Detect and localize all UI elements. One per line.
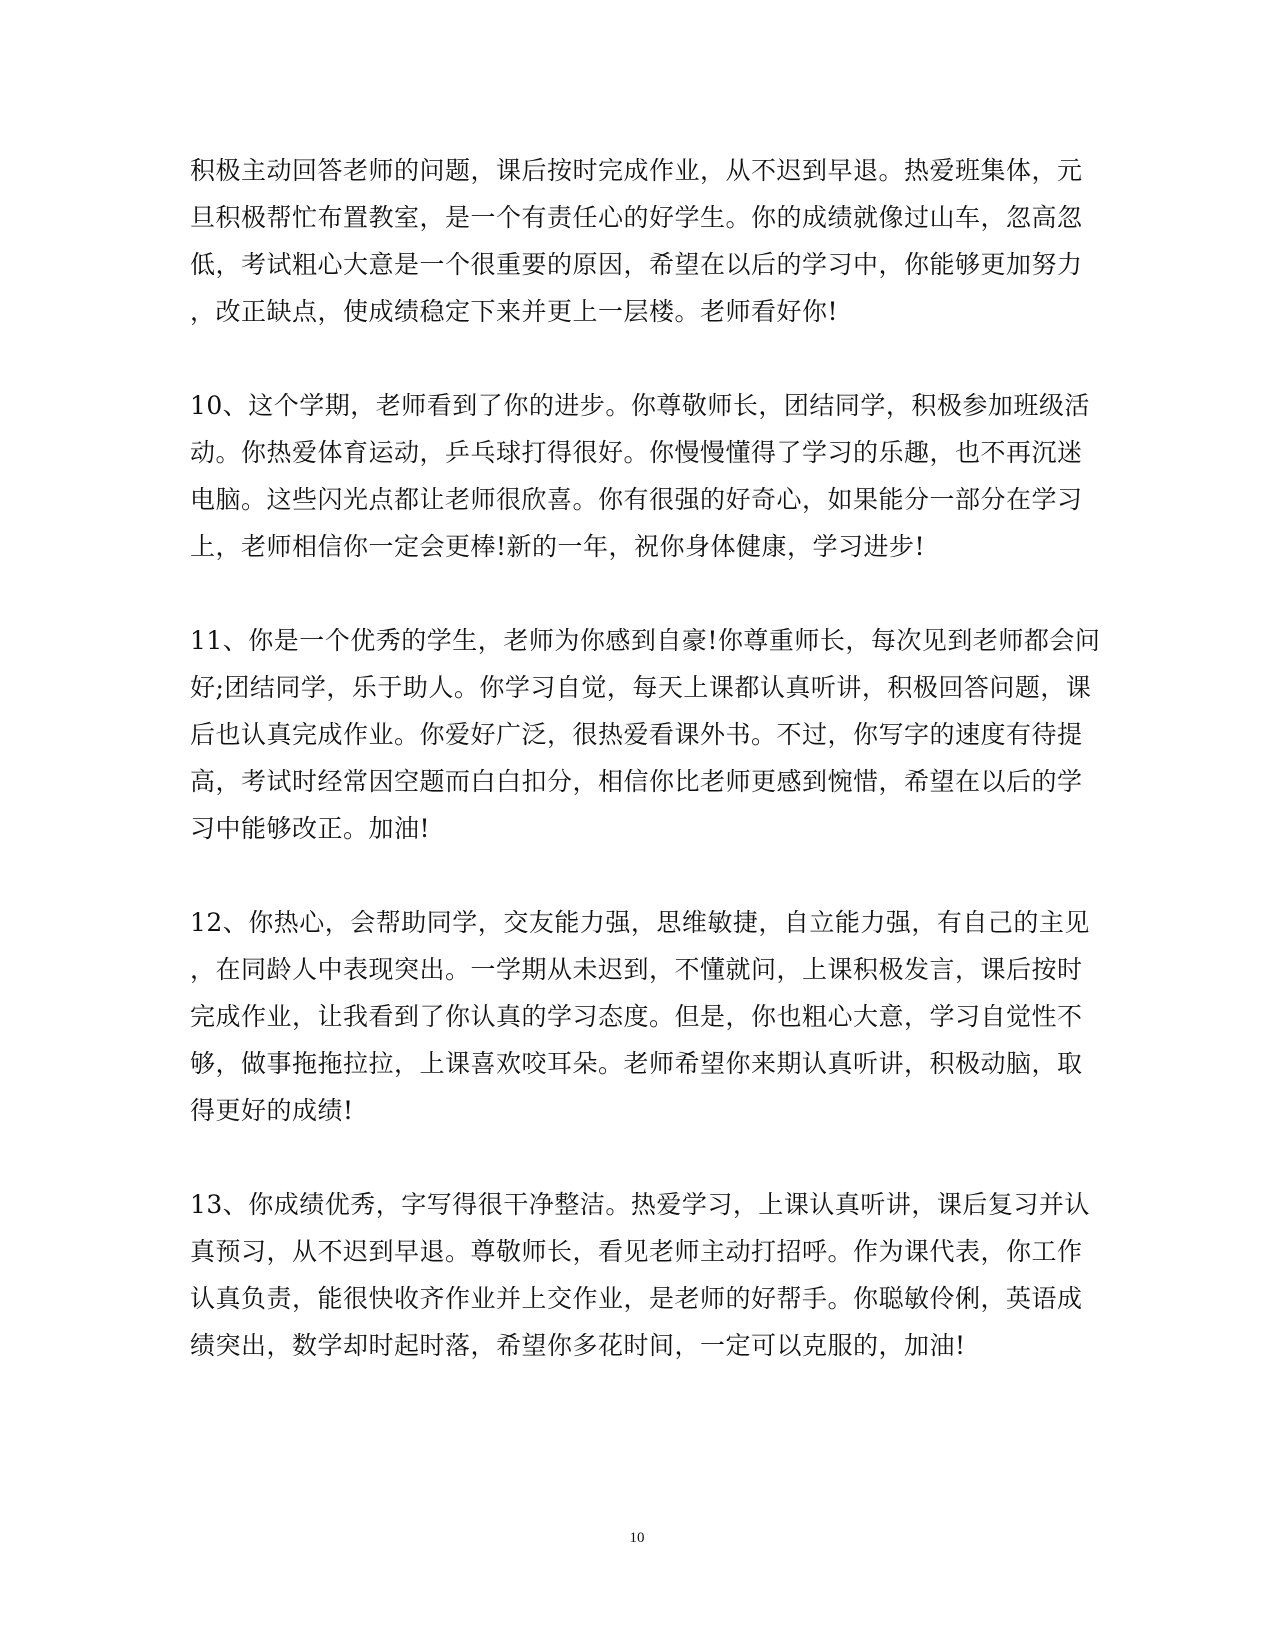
text-line: 旦积极帮忙布置教室，是一个有责任心的好学生。你的成绩就像过山车，忽高忽 (190, 203, 1083, 232)
text-line: 电脑。这些闪光点都让老师很欣喜。你有很强的好奇心，如果能分一部分在学习 (190, 485, 1083, 514)
text-line: 高，考试时经常因空题而白白扣分，相信你比老师更感到惋惜，希望在以后的学 (190, 767, 1083, 796)
text-line: 习中能够改正。加油! (190, 814, 431, 843)
text-line: 动。你热爱体育运动，乒乓球打得很好。你慢慢懂得了学习的乐趣，也不再沉迷 (190, 438, 1083, 467)
text-line: 上，老师相信你一定会更棒!新的一年，祝你身体健康，学习进步! (190, 532, 926, 561)
text-line: 12、你热心，会帮助同学，交友能力强，思维敏捷，自立能力强，有自己的主见 (190, 908, 1090, 937)
text-line: 完成作业，让我看到了你认真的学习态度。但是，你也粗心大意，学习自觉性不 (190, 1002, 1083, 1031)
text-line: ，改正缺点，使成绩稳定下来并更上一层楼。老师看好你! (190, 297, 839, 326)
text-line: 后也认真完成作业。你爱好广泛，很热爱看课外书。不过，你写字的速度有待提 (190, 720, 1083, 749)
text-line: 10、这个学期，老师看到了你的进步。你尊敬师长，团结同学，积极参加班级活 (190, 391, 1090, 420)
text-line: 认真负责，能很快收齐作业并上交作业，是老师的好帮手。你聪敏伶俐，英语成 (190, 1284, 1083, 1313)
text-line: 绩突出，数学却时起时落，希望你多花时间，一定可以克服的，加油! (190, 1331, 966, 1360)
text-line: 积极主动回答老师的问题，课后按时完成作业，从不迟到早退。热爱班集体，元 (190, 156, 1083, 185)
page-number: 10 (629, 1530, 645, 1546)
text-line: ，在同龄人中表现突出。一学期从未迟到，不懂就问，上课积极发言，课后按时 (190, 955, 1083, 984)
text-line: 真预习，从不迟到早退。尊敬师长，看见老师主动打招呼。作为课代表，你工作 (190, 1237, 1083, 1266)
text-line: 得更好的成绩! (190, 1096, 354, 1125)
text-line: 低，考试粗心大意是一个很重要的原因，希望在以后的学习中，你能够更加努力 (190, 250, 1083, 279)
text-line: 13、你成绩优秀，字写得很干净整洁。热爱学习，上课认真听讲，课后复习并认 (190, 1190, 1090, 1219)
text-line: 好;团结同学，乐于助人。你学习自觉，每天上课都认真听讲，积极回答问题，课 (190, 673, 1092, 702)
text-line: 11、你是一个优秀的学生，老师为你感到自豪!你尊重师长，每次见到老师都会问 (190, 626, 1101, 655)
text-line: 够，做事拖拖拉拉，上课喜欢咬耳朵。老师希望你来期认真听讲，积极动脑，取 (190, 1049, 1083, 1078)
